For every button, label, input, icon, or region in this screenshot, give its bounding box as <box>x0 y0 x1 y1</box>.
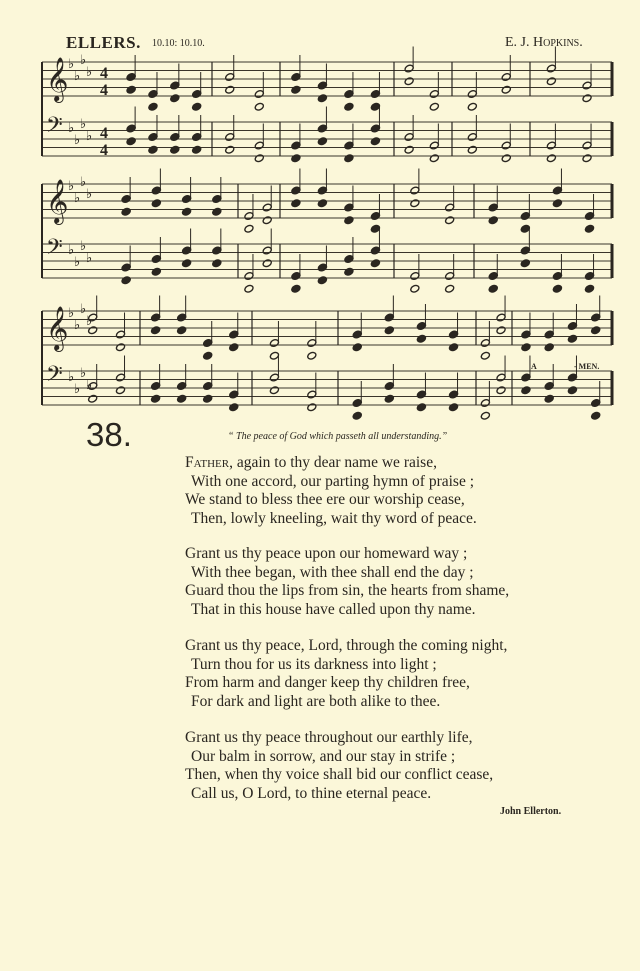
note-head <box>448 343 458 352</box>
note-head <box>317 137 327 146</box>
flat-icon: ♭ <box>80 365 87 380</box>
note-head <box>203 394 213 403</box>
verse-line: Father, again to thy dear name we raise, <box>185 454 437 471</box>
note-head <box>212 259 222 268</box>
verse-line: For dark and light are both alike to thee. <box>191 692 441 710</box>
flat-icon: ♭ <box>86 128 93 143</box>
flat-icon: ♭ <box>74 132 81 147</box>
note-head <box>115 343 125 352</box>
note-head <box>416 403 426 412</box>
hymn-number: 38. <box>86 416 132 453</box>
note-head <box>254 154 264 163</box>
note-head <box>584 224 594 233</box>
note-head <box>410 199 420 208</box>
note-head <box>444 216 454 225</box>
note-head <box>410 284 420 293</box>
note-head <box>521 386 531 395</box>
note-head <box>467 102 477 111</box>
epigraph: “ The peace of God which passeth all understanding.” <box>228 431 448 442</box>
note-head <box>501 154 511 163</box>
note-head <box>317 94 327 103</box>
flat-icon: ♭ <box>68 120 75 135</box>
note-head <box>291 154 301 163</box>
bass-clef-icon: 𝄢 <box>46 235 63 265</box>
flat-icon: ♭ <box>74 254 81 269</box>
note-head <box>552 199 562 208</box>
music-score <box>0 0 640 420</box>
verse-line: Grant us thy peace throughout our earthly life, <box>185 729 473 746</box>
note-head <box>582 94 592 103</box>
verse-line: That in this house have called upon thy name. <box>191 600 476 618</box>
note-head <box>225 145 235 154</box>
flat-icon: ♭ <box>80 238 87 253</box>
note-head <box>591 411 601 420</box>
verse-line: Guard thou the lips from sin, the hearts from shame, <box>185 582 510 600</box>
note-head <box>567 386 577 395</box>
flat-icon: ♭ <box>86 186 93 201</box>
flat-icon: ♭ <box>74 68 81 83</box>
flat-icon: ♭ <box>68 56 75 71</box>
flat-icon: ♭ <box>86 250 93 265</box>
note-head <box>416 334 426 343</box>
note-head <box>544 394 554 403</box>
treble-clef-icon: 𝄞 <box>46 57 69 101</box>
note-head <box>344 216 354 225</box>
note-head <box>244 284 254 293</box>
note-head <box>501 85 511 94</box>
bass-clef-icon: 𝄢 <box>46 113 63 143</box>
verse-line: Then, when thy voice shall bid our conflict cease, <box>185 766 494 784</box>
note-head <box>344 267 354 276</box>
note-head <box>244 224 254 233</box>
verse-line: Call us, O Lord, to thine eternal peace. <box>191 784 432 802</box>
flat-icon: ♭ <box>80 174 87 189</box>
composer: E. J. Hopkins. <box>505 35 583 50</box>
stanza <box>185 637 507 711</box>
tune-name: ELLERS. <box>66 33 141 52</box>
note-head <box>148 145 158 154</box>
flat-icon: ♭ <box>86 377 93 392</box>
note-head <box>254 102 264 111</box>
note-head <box>225 85 235 94</box>
note-head <box>546 154 556 163</box>
note-head <box>429 102 439 111</box>
note-head <box>591 326 601 335</box>
note-head <box>177 326 187 335</box>
note-head <box>170 145 180 154</box>
verse-line: From harm and danger keep thy children free, <box>185 674 470 692</box>
time-signature: 4 <box>100 142 108 159</box>
note-head <box>192 145 202 154</box>
note-head <box>150 394 160 403</box>
note-head <box>229 403 239 412</box>
note-head <box>488 284 498 293</box>
note-head <box>126 85 136 94</box>
note-head <box>521 343 531 352</box>
amen-label-a: A <box>531 362 537 371</box>
note-head <box>151 199 161 208</box>
note-head <box>370 259 380 268</box>
note-head <box>444 284 454 293</box>
note-head <box>582 154 592 163</box>
author: John Ellerton. <box>500 806 562 817</box>
time-signature: 4 <box>100 65 108 82</box>
note-head <box>203 351 213 360</box>
note-head <box>520 259 530 268</box>
verse-line: With thee began, with thee shall end the day ; <box>191 563 474 581</box>
note-head <box>384 394 394 403</box>
note-head <box>121 207 131 216</box>
flat-icon: ♭ <box>68 242 75 257</box>
note-head <box>88 394 98 403</box>
note-head <box>344 154 354 163</box>
note-head <box>229 343 239 352</box>
note-head <box>181 259 191 268</box>
flat-icon: ♭ <box>80 301 87 316</box>
note-head <box>307 403 317 412</box>
note-head <box>448 403 458 412</box>
note-head <box>352 343 362 352</box>
note-head <box>212 207 222 216</box>
note-head <box>480 351 490 360</box>
note-head <box>177 394 187 403</box>
note-head <box>488 216 498 225</box>
note-head <box>307 351 317 360</box>
note-head <box>344 102 354 111</box>
flat-icon: ♭ <box>74 381 81 396</box>
flat-icon: ♭ <box>74 190 81 205</box>
note-head <box>496 386 506 395</box>
flat-icon: ♭ <box>68 369 75 384</box>
stanza <box>185 454 477 528</box>
note-head <box>317 276 327 285</box>
tune-meter: 10.10: 10.10. <box>152 38 205 49</box>
note-head <box>262 259 272 268</box>
flat-icon: ♭ <box>80 52 87 67</box>
note-head <box>567 334 577 343</box>
treble-clef-icon: 𝄞 <box>46 179 69 223</box>
note-head <box>269 386 279 395</box>
note-head <box>496 326 506 335</box>
note-head <box>317 199 327 208</box>
verse-line: Grant us thy peace, Lord, through the coming night, <box>185 637 508 654</box>
time-signature: 4 <box>100 125 108 142</box>
stanza <box>185 729 493 803</box>
note-head <box>584 284 594 293</box>
note-head <box>192 102 202 111</box>
note-head <box>404 145 414 154</box>
note-head <box>480 411 490 420</box>
note-head <box>148 102 158 111</box>
flat-icon: ♭ <box>80 116 87 131</box>
flat-icon: ♭ <box>74 317 81 332</box>
note-head <box>181 207 191 216</box>
note-head <box>170 94 180 103</box>
note-head <box>467 145 477 154</box>
note-head <box>262 216 272 225</box>
note-head <box>291 284 301 293</box>
note-head <box>546 77 556 86</box>
verse-line: We stand to bless thee ere our worship cease, <box>185 491 465 509</box>
note-head <box>552 284 562 293</box>
note-head <box>121 276 131 285</box>
note-head <box>291 199 301 208</box>
note-head <box>126 137 136 146</box>
note-head <box>370 137 380 146</box>
note-head <box>151 267 161 276</box>
note-head <box>115 386 125 395</box>
amen-label-men: - MEN. <box>574 362 600 371</box>
note-head <box>150 326 160 335</box>
verse-line: With one accord, our parting hymn of praise ; <box>191 472 475 490</box>
flat-icon: ♭ <box>68 305 75 320</box>
note-head <box>384 326 394 335</box>
flat-icon: ♭ <box>86 64 93 79</box>
verse-line: Then, lowly kneeling, wait thy word of peace. <box>191 509 477 527</box>
time-signature: 4 <box>100 82 108 99</box>
stanza <box>185 545 509 619</box>
verse-line: Turn thou for us its darkness into light ; <box>191 655 437 673</box>
note-head <box>544 343 554 352</box>
verse-line: Our balm in sorrow, and our stay in strife ; <box>191 747 456 765</box>
note-head <box>291 85 301 94</box>
treble-clef-icon: 𝄞 <box>46 306 69 350</box>
note-head <box>352 411 362 420</box>
bass-clef-icon: 𝄢 <box>46 362 63 392</box>
note-head <box>429 154 439 163</box>
flat-icon: ♭ <box>86 313 93 328</box>
flat-icon: ♭ <box>68 178 75 193</box>
verse-line: Grant us thy peace upon our homeward way ; <box>185 545 468 562</box>
note-head <box>404 77 414 86</box>
